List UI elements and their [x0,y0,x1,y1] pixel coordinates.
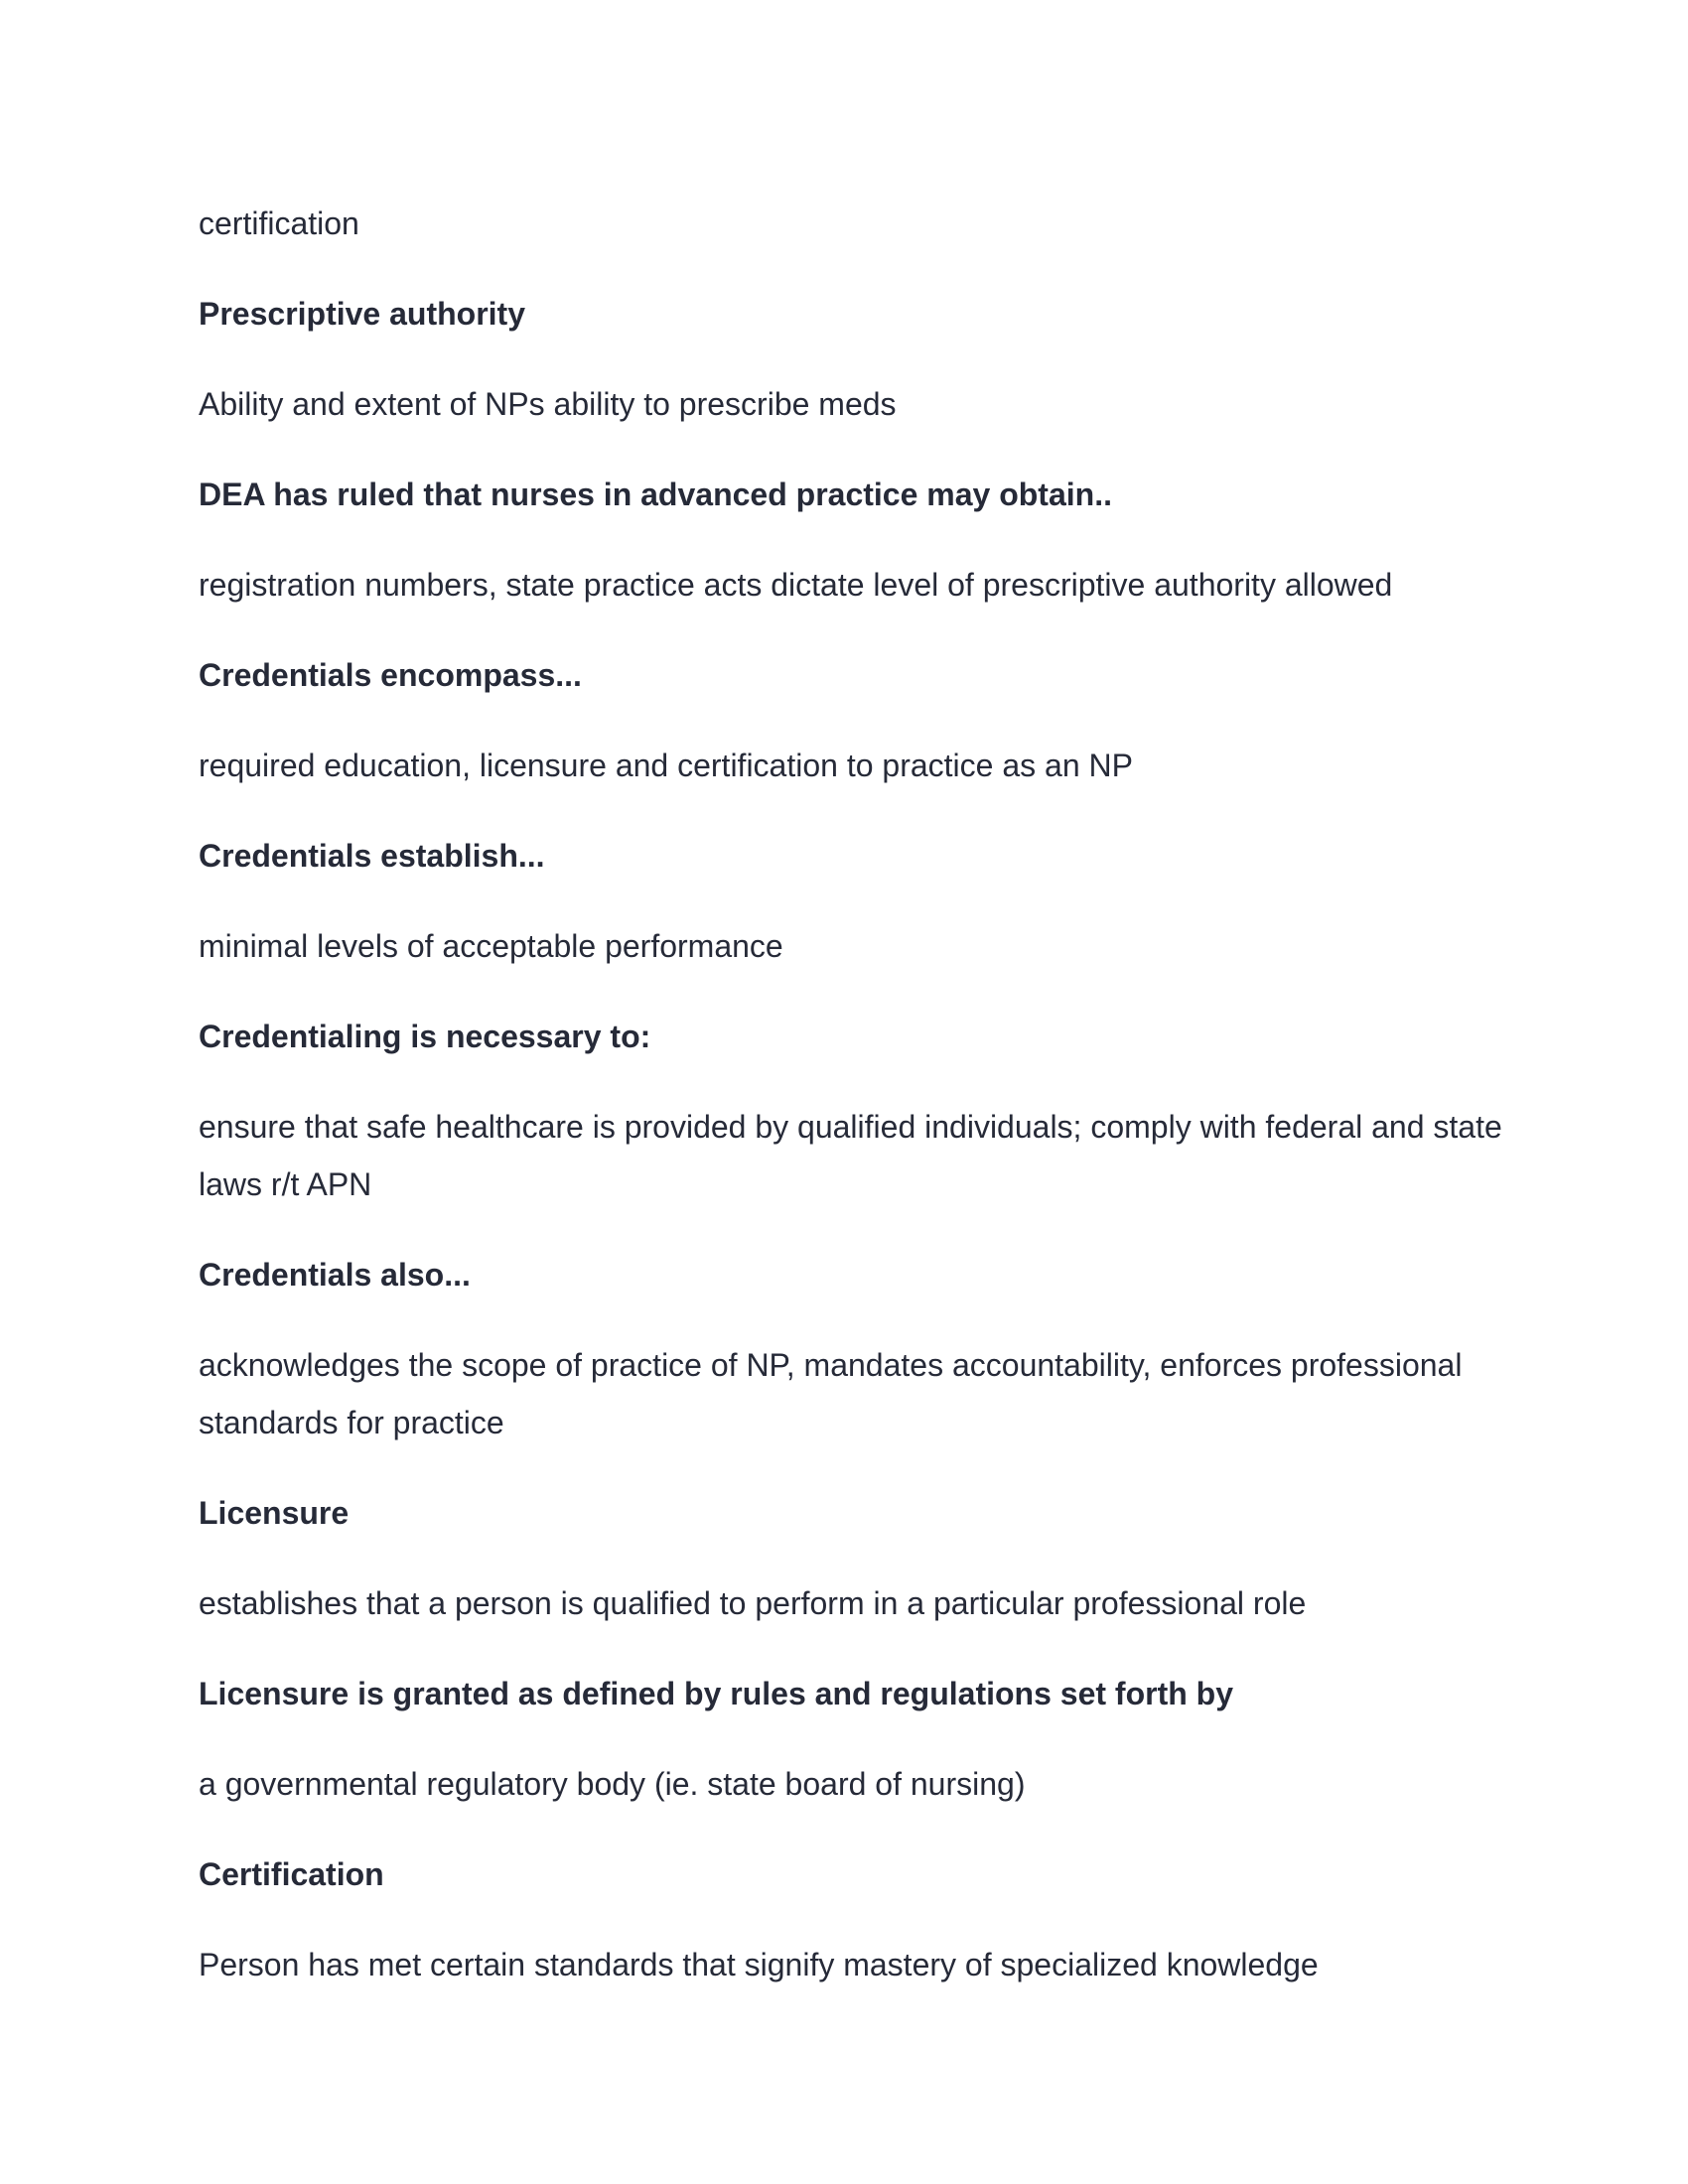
definition-certification: Person has met certain standards that signify mastery of specialized knowledge [199,1947,1319,1982]
definition-licensure: establishes that a person is qualified to perform in a particular professional role [199,1585,1307,1621]
definition-dea-ruling: registration numbers, state practice acts dictate level of prescriptive authority allowed [199,567,1393,603]
definition-credentialing-necessary: ensure that safe healthcare is provided by qualified individuals; comply with federal and state laws r/t APN [199,1109,1502,1202]
term-dea-ruling: DEA has ruled that nurses in advanced practice may obtain.. [199,477,1112,512]
definition-credentials-establish: minimal levels of acceptable performance [199,928,783,964]
term-credentials-establish: Credentials establish... [199,838,545,874]
term-credentialing-necessary: Credentialing is necessary to: [199,1019,651,1054]
term-prescriptive-authority: Prescriptive authority [199,296,525,332]
continuation-text: certification [199,205,359,241]
definition-licensure-granted: a governmental regulatory body (ie. state board of nursing) [199,1766,1026,1802]
term-licensure: Licensure [199,1495,350,1531]
definition-credentials-encompass: required education, licensure and certification to practice as an NP [199,748,1133,783]
definition-credentials-also: acknowledges the scope of practice of NP, mandates accountability, enforces professional standards for practice [199,1347,1463,1440]
term-credentials-also: Credentials also... [199,1257,471,1293]
term-certification: Certification [199,1856,384,1892]
term-credentials-encompass: Credentials encompass... [199,657,582,693]
term-licensure-granted: Licensure is granted as defined by rules and regulations set forth by [199,1676,1234,1711]
document-page [199,195,1529,1993]
definition-prescriptive-authority: Ability and extent of NPs ability to prescribe meds [199,386,897,422]
